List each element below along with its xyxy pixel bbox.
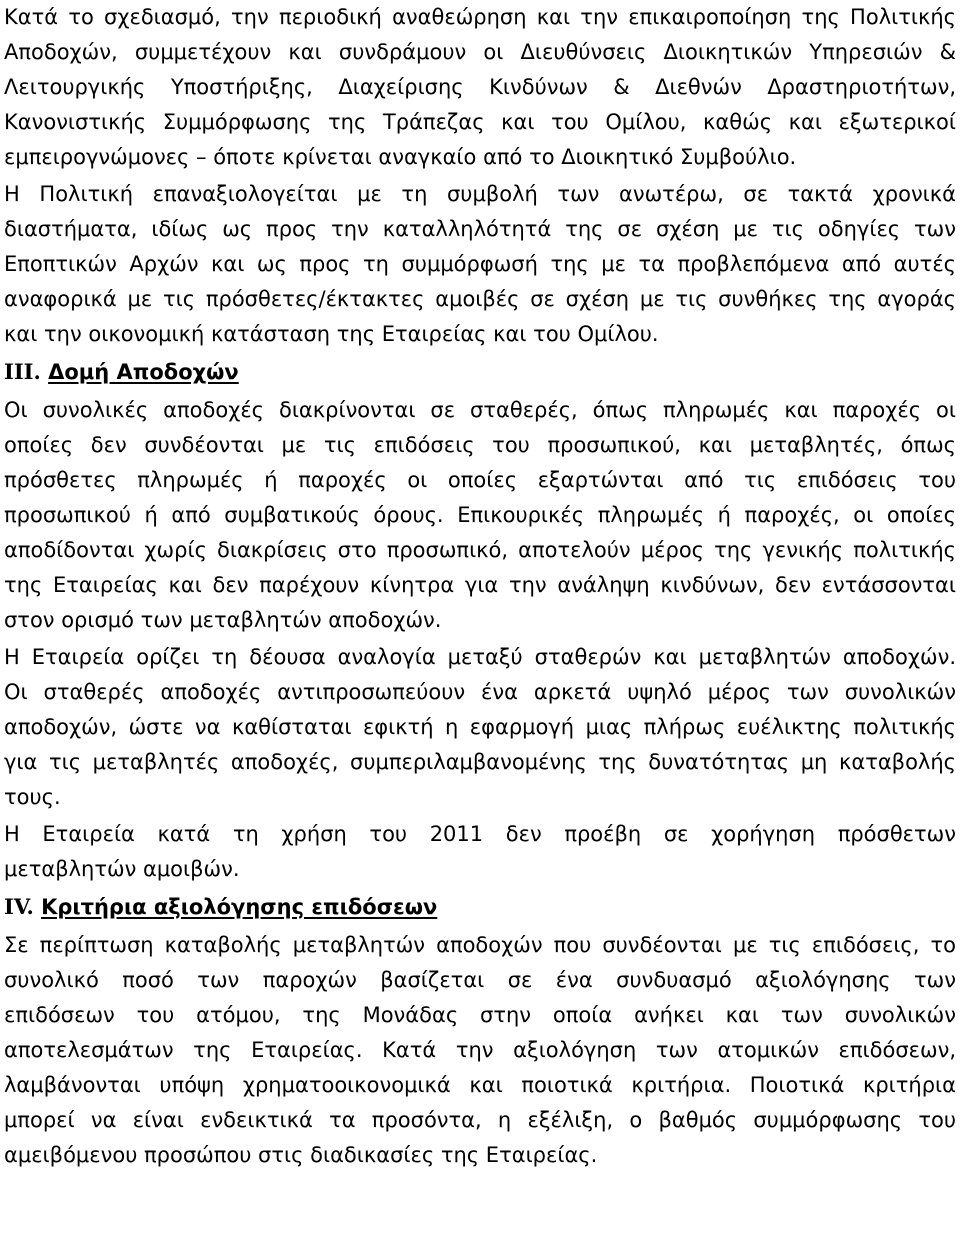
text-line: μπορεί να είναι ενδεικτικά τα προσόντα, η εξέλιξη, ο βαθμός συμμόρφωσης του	[4, 1108, 956, 1132]
text-line: Οι συνολικές αποδοχές διακρίνονται σε σταθερές, όπως πληρωμές και παροχές οι	[4, 398, 956, 422]
section-title: Κριτήρια αξιολόγησης επιδόσεων	[41, 895, 438, 919]
text-line: Η Εταιρεία ορίζει τη δέουσα αναλογία μεταξύ σταθερών και μεταβλητών αποδοχών.	[4, 645, 956, 669]
section-heading-performance-criteria	[4, 889, 956, 924]
text-line: μεταβλητών αμοιβών.	[4, 857, 240, 881]
text-line: Σε περίπτωση καταβολής μεταβλητών αποδοχών που συνδέονται με τις επιδόσεις, το	[4, 933, 956, 957]
text-line: αποδίδονται χωρίς διακρίσεις στο προσωπικό, αποτελούν μέρος της γενικής πολιτικής	[4, 538, 956, 562]
text-line: οποίες δεν συνδέονται με τις επιδόσεις του προσωπικού, και μεταβλητές, όπως	[4, 433, 956, 457]
document-page	[4, 0, 956, 1173]
text-line: Η Πολιτική επαναξιολογείται με τη συμβολή των ανωτέρω, σε τακτά χρονικά	[4, 182, 956, 206]
paragraph-fixed-variable-ratio	[4, 640, 956, 815]
text-line: πρόσθετες πληρωμές ή παροχές οι οποίες εξαρτώνται από τις επιδόσεις του	[4, 468, 956, 492]
text-line: Κανονιστικής Συμμόρφωσης της Τράπεζας και του Ομίλου, καθώς και εξωτερικοί	[4, 110, 956, 134]
text-line: συνολικό ποσό των παροχών βασίζεται σε ένα συνδυασμό αξιολόγησης των	[4, 968, 956, 992]
text-line: επιδόσεων του ατόμου, της Μονάδας στην οποία ανήκει και των συνολικών	[4, 1003, 956, 1027]
text-line: Εποπτικών Αρχών και ως προς τη συμμόρφωσή της με τα προβλεπόμενα από αυτές	[4, 252, 956, 276]
text-line: αποτελεσμάτων της Εταιρείας. Κατά την αξιολόγηση των ατομικών επιδόσεων,	[4, 1038, 956, 1062]
text-line: λαμβάνονται υπόψη χρηματοοικονομικά και ποιοτικά κριτήρια. Ποιοτικά κριτήρια	[4, 1073, 956, 1097]
paragraph-2011-variable-pay	[4, 817, 956, 887]
text-line: Αποδοχών, συμμετέχουν και συνδράμουν οι Διευθύνσεις Διοικητικών Υπηρεσιών &	[4, 40, 956, 64]
section-title: Δομή Αποδοχών	[48, 360, 239, 384]
text-line: για τις μεταβλητές αποδοχές, συμπεριλαμβανομένης της δυνατότητας μη καταβολής	[4, 750, 956, 774]
text-line: προσωπικού ή από συμβατικούς όρους. Επικουρικές πληρωμές ή παροχές, οι οποίες	[4, 503, 956, 527]
section-number: III.	[4, 359, 41, 384]
section-heading-remuneration-structure	[4, 354, 956, 389]
paragraph-policy-design	[4, 0, 956, 175]
paragraph-performance-evaluation	[4, 928, 956, 1173]
text-line: διαστήματα, ιδίως ως προς την καταλληλότητά της σε σχέση με τις οδηγίες των	[4, 217, 956, 241]
text-line: Οι σταθερές αποδοχές αντιπροσωπεύουν ένα αρκετά υψηλό μέρος των συνολικών	[4, 680, 956, 704]
paragraph-policy-reevaluation	[4, 177, 956, 352]
text-line: και την οικονομική κατάσταση της Εταιρείας και του Ομίλου.	[4, 322, 659, 346]
paragraph-total-remuneration	[4, 393, 956, 638]
text-line: Η Εταιρεία κατά τη χρήση του 2011 δεν προέβη σε χορήγηση πρόσθετων	[4, 822, 956, 846]
text-line: στον ορισμό των μεταβλητών αποδοχών.	[4, 608, 442, 632]
text-line: αποδοχών, ώστε να καθίσταται εφικτή η εφαρμογή μιας πλήρως ευέλικτης πολιτικής	[4, 715, 956, 739]
text-line: αναφορικά με τις πρόσθετες/έκτακτες αμοιβές σε σχέση με τις συνθήκες της αγοράς	[4, 287, 956, 311]
text-line: Κατά το σχεδιασμό, την περιοδική αναθεώρηση και την επικαιροποίηση της Πολιτικής	[4, 5, 956, 29]
text-line: τους.	[4, 785, 61, 809]
text-line: εμπειρογνώμονες – όποτε κρίνεται αναγκαίο από το Διοικητικό Συμβούλιο.	[4, 145, 797, 169]
text-line: της Εταιρείας και δεν παρέχουν κίνητρα για την ανάληψη κινδύνων, δεν εντάσσονται	[4, 573, 956, 597]
text-line: αμειβόμενου προσώπου στις διαδικασίες της Εταιρείας.	[4, 1143, 598, 1167]
section-number: IV.	[4, 894, 34, 919]
text-line: Λειτουργικής Υποστήριξης, Διαχείρισης Κινδύνων & Διεθνών Δραστηριοτήτων,	[4, 75, 956, 99]
